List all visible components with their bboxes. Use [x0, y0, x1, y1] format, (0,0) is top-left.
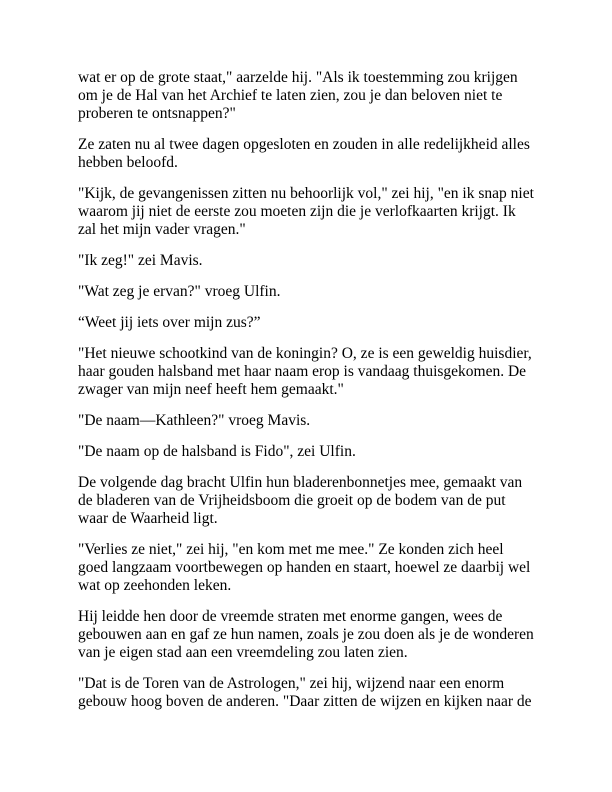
paragraph: "Wat zeg je ervan?" vroeg Ulfin. [78, 283, 281, 300]
paragraph: "Kijk, de gevangenissen zitten nu behoorlijk vol," zei hij, "en ik snap niet waarom jij niet de eerste zou moeten zijn die je verlofkaarten krijgt. Ik zal het mijn vader vragen." [78, 185, 534, 238]
paragraph: Hij leidde hen door de vreemde straten met enorme gangen, wees de gebouwen aan en gaf ze hun namen, zoals je zou doen als je de wonderen van je eigen stad aan een vreemdeling zou laten zien. [78, 608, 534, 661]
paragraph: “Weet jij iets over mijn zus?” [78, 314, 261, 331]
body-text [78, 69, 534, 724]
paragraph: "De naam—Kathleen?" vroeg Mavis. [78, 412, 311, 429]
paragraph: "Dat is de Toren van de Astrologen," zei hij, wijzend naar een enorm gebouw hoog boven de anderen. "Daar zitten de wijzen en kijken naar de [78, 675, 532, 710]
paragraph: "Het nieuwe schootkind van de koningin? O, ze is een geweldig huisdier, haar gouden halsband met haar naam erop is vandaag thuisgekomen. De zwager van mijn neef heeft hem gemaakt." [78, 345, 532, 398]
paragraph: wat er op de grote staat," aarzelde hij. "Als ik toestemming zou krijgen om je de Hal van het Archief te laten zien, zou je dan beloven niet te proberen te ontsnappen?" [78, 69, 518, 122]
paragraph: Ze zaten nu al twee dagen opgesloten en zouden in alle redelijkheid alles hebben beloofd. [78, 136, 530, 171]
paragraph: De volgende dag bracht Ulfin hun bladerenbonnetjes mee, gemaakt van de bladeren van de Vrijheidsboom die groeit op de bodem van de put waar de Waarheid ligt. [78, 474, 523, 527]
paragraph: "Ik zeg!" zei Mavis. [78, 252, 203, 269]
paragraph: "Verlies ze niet," zei hij, "en kom met me mee." Ze konden zich heel goed langzaam voortbewegen op handen en staart, hoewel ze daarbij wel wat op zeehonden leken. [78, 541, 531, 594]
paragraph: "De naam op de halsband is Fido", zei Ulfin. [78, 443, 356, 460]
